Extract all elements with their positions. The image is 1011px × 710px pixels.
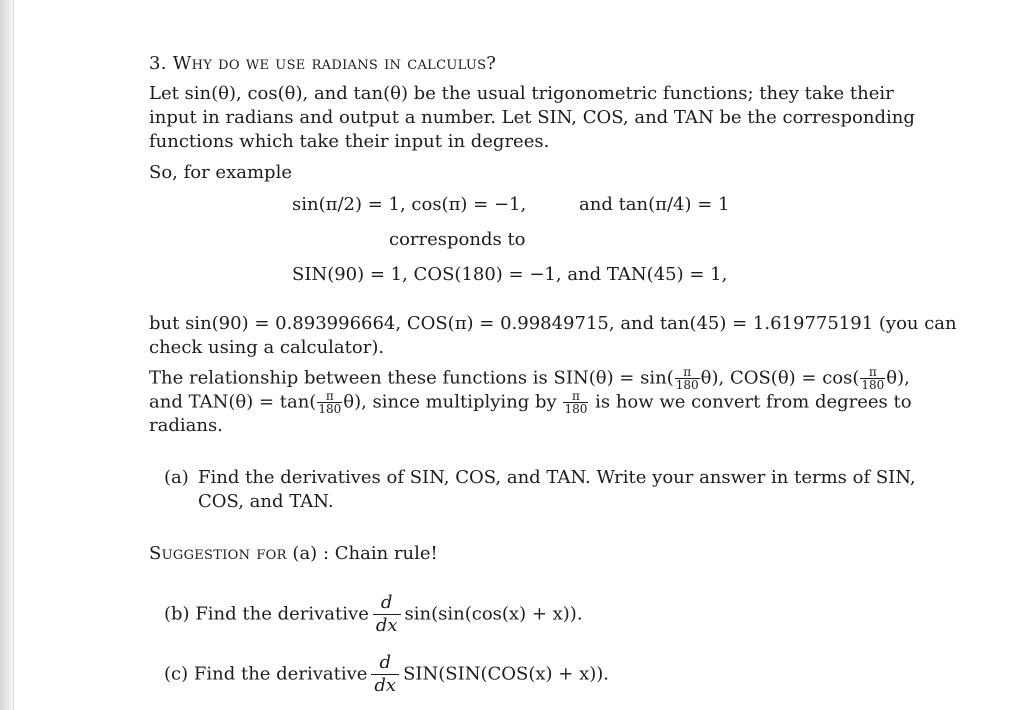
dx-denominator: dx [374,675,397,696]
equation-radians-tan: and tan(π/4) = 1 [579,194,730,215]
relationship-text-b: θ), COS(θ) = cos( [700,367,860,389]
pi-over-180-fraction [317,390,342,415]
problem-heading: 3. Why do we use radians in calculus? [149,53,497,74]
part-c-prefix: Find the derivative [193,663,368,685]
part-c-label: (c) [164,663,189,685]
but-line-1: but sin(90) = 0.893996664, COS(π) = 0.99849715, and tan(45) = 1.619775191 (you can [149,313,957,334]
dx-denominator: dx [375,615,398,636]
part-c [164,652,609,697]
suggestion-text: : Chain rule! [322,543,438,564]
pi-over-180-fraction [563,390,588,415]
fraction-numerator: π [860,366,885,379]
pi-over-180-fraction [675,366,700,391]
but-line-2: check using a calculator). [149,337,385,358]
d-numerator: d [371,652,399,675]
suggestion-line [149,542,438,566]
part-b [164,592,583,637]
fraction-denominator: 180 [675,378,699,392]
fraction-numerator: π [675,366,700,379]
intro-line-3: functions which take their input in degrees. [149,131,550,152]
intro-line-1: Let sin(θ), cos(θ), and tan(θ) be the usual trigonometric functions; they take their [149,83,894,104]
part-a-text-line-2: COS, and TAN. [198,491,334,512]
so-for-example: So, for example [149,162,292,183]
relationship-text-d: and TAN(θ) = tan( [149,391,317,413]
equation-degrees: SIN(90) = 1, COS(180) = −1, and TAN(45) = 1, [292,264,728,285]
corresponds-to: corresponds to [389,229,526,250]
viewer-left-edge [0,0,14,710]
relationship-text-e: θ), since multiplying by [343,391,557,413]
part-a-label: (a) [164,467,189,488]
relationship-text-c: θ), [886,367,910,389]
d-dx-operator [371,652,399,697]
part-b-prefix: Find the derivative [195,603,369,625]
fraction-numerator: π [563,390,588,403]
fraction-denominator: 180 [318,402,342,416]
intro-line-2: input in radians and output a number. Let SIN, COS, and TAN be the corresponding [149,107,915,128]
relationship-line-2 [149,389,912,416]
part-a-text-line-1: Find the derivatives of SIN, COS, and TAN. Write your answer in terms of SIN, [198,467,916,488]
relationship-line-1 [149,365,910,392]
fraction-denominator: 180 [564,402,588,416]
equation-radians: sin(π/2) = 1, cos(π) = −1, [292,194,527,215]
part-b-expression: sin(sin(cos(x) + x)). [404,603,583,625]
part-b-label: (b) [164,603,190,625]
relationship-line-3: radians. [149,415,223,436]
fraction-denominator: 180 [861,378,885,392]
relationship-text-f: is how we convert from degrees to [595,391,912,413]
d-dx-operator [373,592,401,637]
suggestion-label: Suggestion for [149,543,287,564]
suggestion-ref: (a) [292,543,318,564]
part-c-expression: SIN(SIN(COS(x) + x)). [403,663,610,685]
fraction-numerator: π [317,390,342,403]
relationship-text-a: The relationship between these functions is SIN(θ) = sin( [149,367,674,389]
d-numerator: d [373,592,401,615]
pi-over-180-fraction [860,366,885,391]
